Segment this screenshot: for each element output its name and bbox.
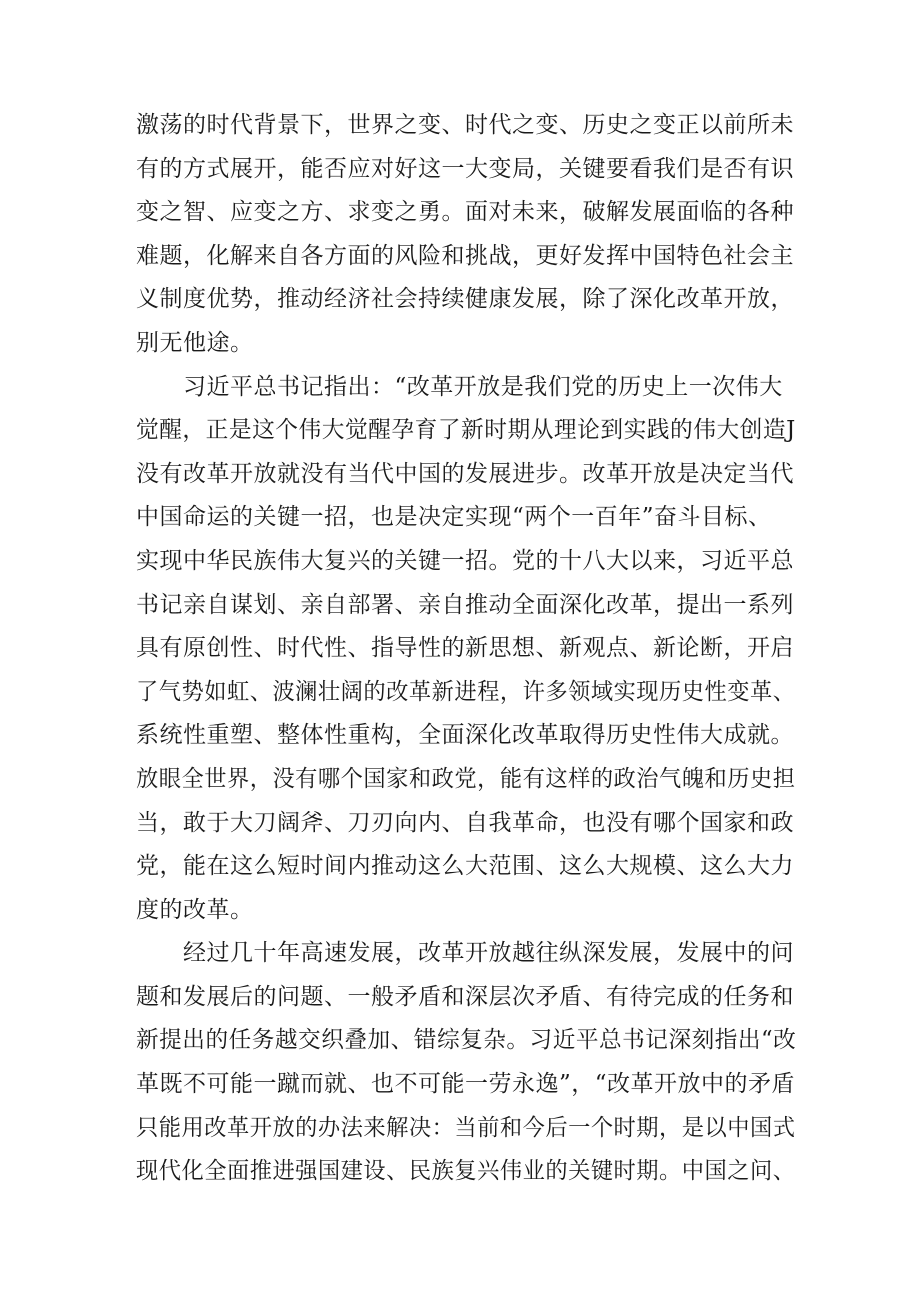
text-line: 难题，化解来自各方面的风险和挑战，更好发挥中国特色社会主 <box>136 242 794 269</box>
text-line: 习近平总书记指出：“改革开放是我们党的历史上一次伟大 <box>136 373 783 400</box>
text-line: 实现中华民族伟大复兴的关键一招。党的十八大以来，习近平总 <box>136 547 794 574</box>
document-body-text <box>136 104 796 1194</box>
text-line: 书记亲自谋划、亲自部署、亲自推动全面深化改革，提出一系列 <box>136 591 794 618</box>
text-line: 有的方式展开，能否应对好这一大变局，关键要看我们是否有识 <box>136 155 794 182</box>
text-line: 变之智、应变之方、求变之勇。面对未来，破解发展面临的各种 <box>136 199 794 226</box>
text-line: 没有改革开放就没有当代中国的发展进步。改革开放是决定当代 <box>136 460 794 487</box>
text-line: 了气势如虹、波澜壮阔的改革新进程，许多领域实现历史性变革、 <box>136 678 796 705</box>
text-line: 激荡的时代背景下，世界之变、时代之变、历史之变正以前所未 <box>136 112 794 138</box>
text-line: 革既不可能一蹴而就、也不可能一劳永逸”，“改革开放中的矛盾 <box>136 1071 796 1098</box>
text-line: 别无他途。 <box>136 329 254 356</box>
text-line: 只能用改革开放的办法来解决：当前和今后一个时期，是以中国式 <box>136 1114 796 1141</box>
text-line: 度的改革。 <box>136 896 254 923</box>
text-line: 经过几十年高速发展，改革开放越往纵深发展，发展中的问 <box>136 940 794 967</box>
text-line: 党，能在这么短时间内推动这么大范围、这么大规模、这么大力 <box>136 853 794 880</box>
text-line: 中国命运的关键一招，也是决定实现“两个一百年”奋斗目标、 <box>136 504 772 531</box>
text-line: 义制度优势，推动经济社会持续健康发展，除了深化改革开放， <box>136 286 794 313</box>
text-line: 当，敢于大刀阔斧、刀刃向内、自我革命，也没有哪个国家和政 <box>136 809 794 836</box>
text-line: 题和发展后的问题、一般矛盾和深层次矛盾、有待完成的任务和 <box>136 983 794 1010</box>
text-line: 现代化全面推进强国建设、民族复兴伟业的关键时期。中国之问、 <box>136 1158 796 1185</box>
text-line: 系统性重塑、整体性重构，全面深化改革取得历史性伟大成就。 <box>136 722 794 749</box>
text-line: 放眼全世界，没有哪个国家和政党，能有这样的政治气魄和历史担 <box>136 765 796 792</box>
text-line: 新提出的任务越交织叠加、错综复杂。习近平总书记深刻指出“改 <box>136 1027 797 1054</box>
text-line: 觉醒，正是这个伟大觉醒孕育了新时期从理论到实践的伟大创造J <box>136 417 796 444</box>
text-line: 具有原创性、时代性、指导性的新思想、新观点、新论断，开启 <box>136 635 794 662</box>
